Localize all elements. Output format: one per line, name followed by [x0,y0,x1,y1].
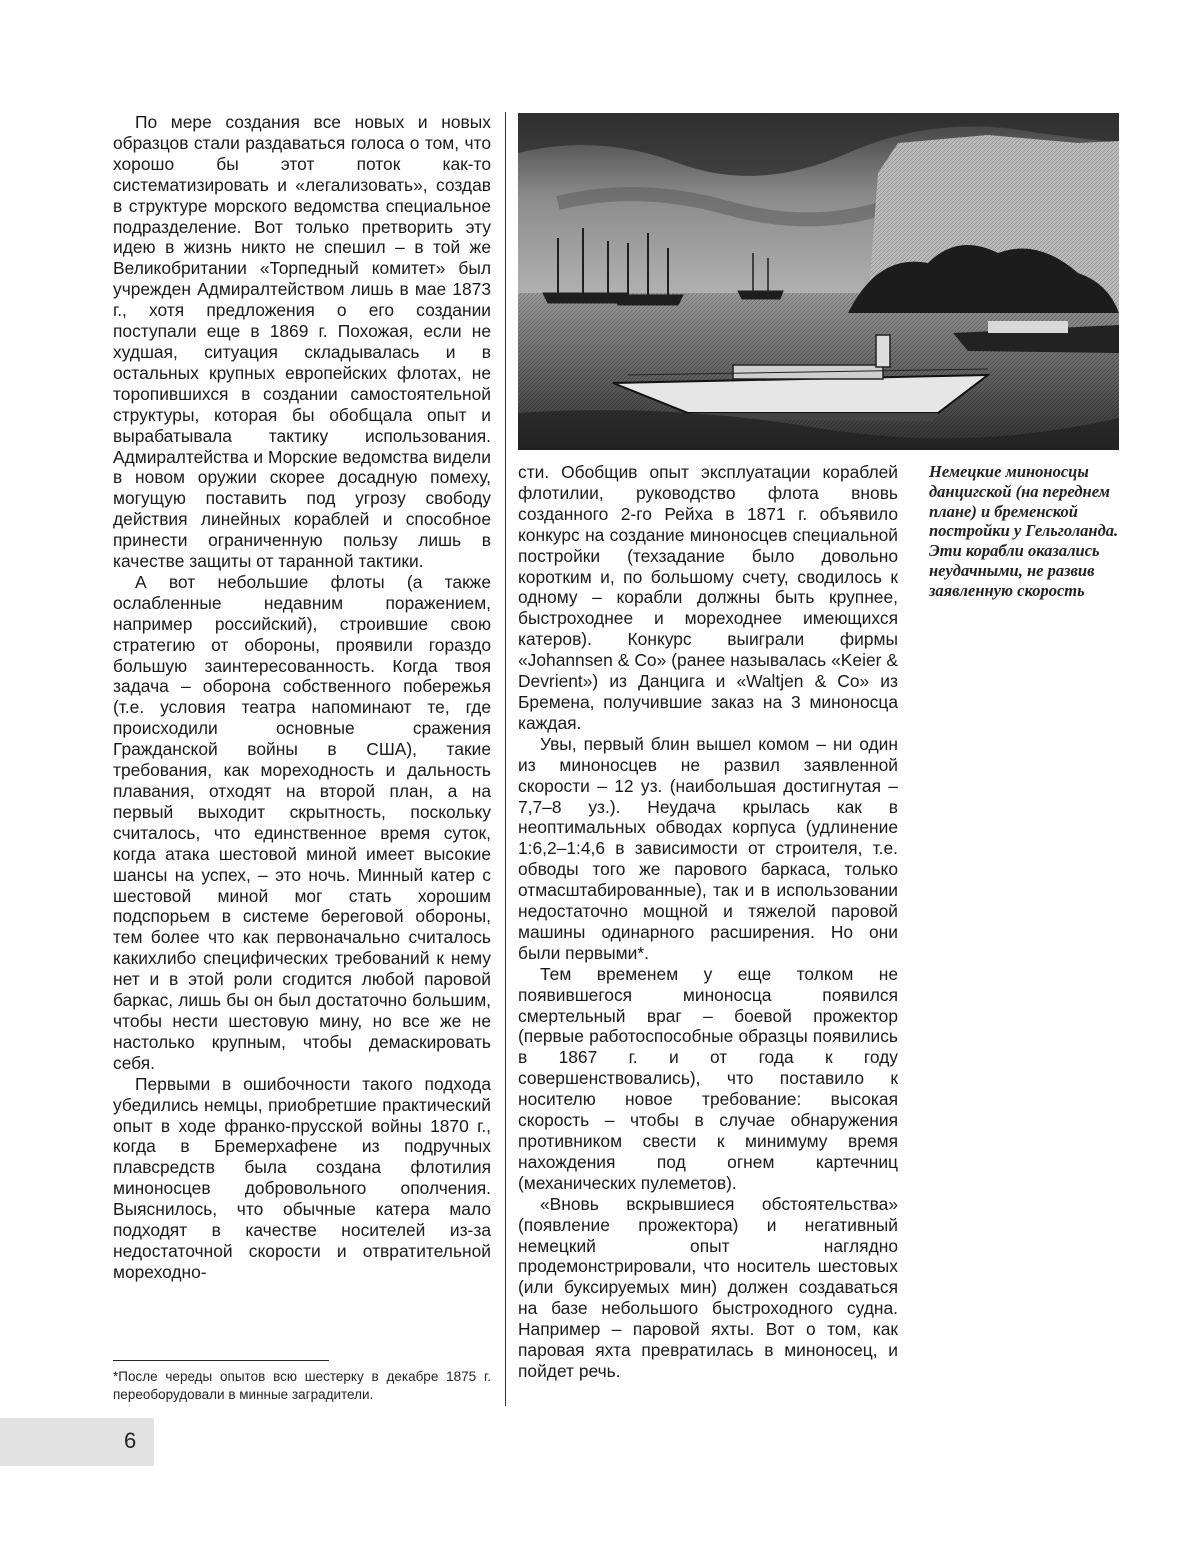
figure-caption: Немецкие миноносцы данцигской (на переднем плане) и бременской постройки у Гельголанда. Эти корабли оказались неудачными, не развив заявленную скорость [929,462,1119,600]
page-number: 6 [124,1428,137,1453]
footnote-rule [113,1360,329,1361]
paragraph: «Вновь вскрывшиеся обстоятельства» (появление прожектора) и негативный немецкий опыт наглядно продемонстрировали, что носитель шестовых (или буксируемых мин) должен создаваться на базе небольшого быстроходного судна. Например – паровой яхты. Вот о том, как паровая яхта превратилась в миноносец, и пойдет речь. [518,1193,898,1381]
paragraph: Первыми в ошибочности такого подхода убедились немцы, приобретшие практический опыт в ходе франко-прусской войны 1870 г., когда в Бремерхафене из подручных плавсредств была создана флотилия миноносцев добровольного ополчения. Выяснилось, что обычные катера мало подходят в качестве носителей из-за недостаточной скорости и отвратительной мореходно- [113,1073,491,1282]
paragraph: Тем временем у еще толком не появившегося миноносца появился смертельный враг – боевой прожектор (первые работоспособные образцы появились в 1867 г. и от года к году совершенствовались), что поставило к носителю новое требование: высокая скорость – чтобы в случае обнаружения противником свести к минимуму время нахождения под огнем картечниц (механических пулеметов). [518,963,898,1193]
ships-near-cliff-engraving [518,113,1119,450]
middle-column [518,462,898,1382]
paragraph: А вот небольшие флоты (а также ослабленные недавним поражением, например российский), строившие свою стратегию от обороны, проявили гораздо большую заинтересованность. Когда твоя задача – оборона собственного побережья (т.е. условия театра напоминают те, где происходили основные сражения Гражданской войны в США), такие требования, как мореходность и дальность плавания, отходят на второй план, а на первый выходит скрытность, поскольку считалось, что единственное время суток, когда атака шестовой миной имеет высокие шансы на успех, – это ночь. Минный катер с шестовой миной мог стать хорошим подспорьем в системе береговой обороны, тем более что как первоначально считалось какихлибо специфических требований к нему нет и в этой роли сгодится любой паровой баркас, лишь бы он был достаточно большим, чтобы нести шестовую мину, но все же не настолько крупным, чтобы демаскировать себя. [113,571,491,1073]
left-column [113,112,491,1283]
paragraph: сти. Обобщив опыт эксплуатации кораблей флотилии, руководство флота вновь созданного 2-го Рейха в 1871 г. объявило конкурс на создание миноносцев специальной постройки (техзадание было довольно коротким и, по большому счету, сводилось к одному – корабли должны быть крупнее, быстроходнее и мореходнее имеющихся катеров). Конкурс выиграли фирмы «Johannsen & Co» (ранее называлась «Keier & Devrient») из Данцига и «Waltjen & Co» из Бремена, получившие заказ на 3 миноносца каждая. [518,462,898,733]
paragraph: По мере создания все новых и новых образцов стали раздаваться голоса о том, что хорошо бы этот поток как-то систематизировать и «легализовать», создав в структуре морского ведомства специальное подразделение. Вот только претворить эту идею в жизнь никто не спешил – в той же Великобритании «Торпедный комитет» был учрежден Адмиралтейством лишь в мае 1873 г., хотя предложения о его создании поступали еще в 1869 г. Похожая, если не худшая, ситуация складывалась и в остальных крупных европейских флотах, не торопившихся в создании самостоятельной структуры, которая бы обобщала опыт и вырабатывала тактику использования. Адмиралтейства и Морские ведомства видели в новом оружии скорее досадную помеху, могущую поставить под угрозу свободу действия линейных кораблей и способное принести ограниченную пользу лишь в качестве защиты от таранной тактики. [113,112,491,572]
footnote: *После череды опытов всю шестерку в декабре 1875 г. переоборудовали в минные заградители. [113,1369,491,1402]
paragraph: Увы, первый блин вышел комом – ни один из миноносцев не развил заявленной скорости – 12 уз. (наибольшая достигнутая – 7,7–8 уз.). Неудача крылась как в неоптимальных обводах корпуса (удлинение 1:6,2–1:4,6 в зависимости от строителя, т.е. обводы того же парового баркаса, только отмасштабированные), так и в использовании недостаточно мощной и тяжелой паровой машины одинарного расширения. Но они были первыми*. [518,733,898,963]
column-divider [505,112,506,1406]
engraving-illustration [518,113,1119,450]
